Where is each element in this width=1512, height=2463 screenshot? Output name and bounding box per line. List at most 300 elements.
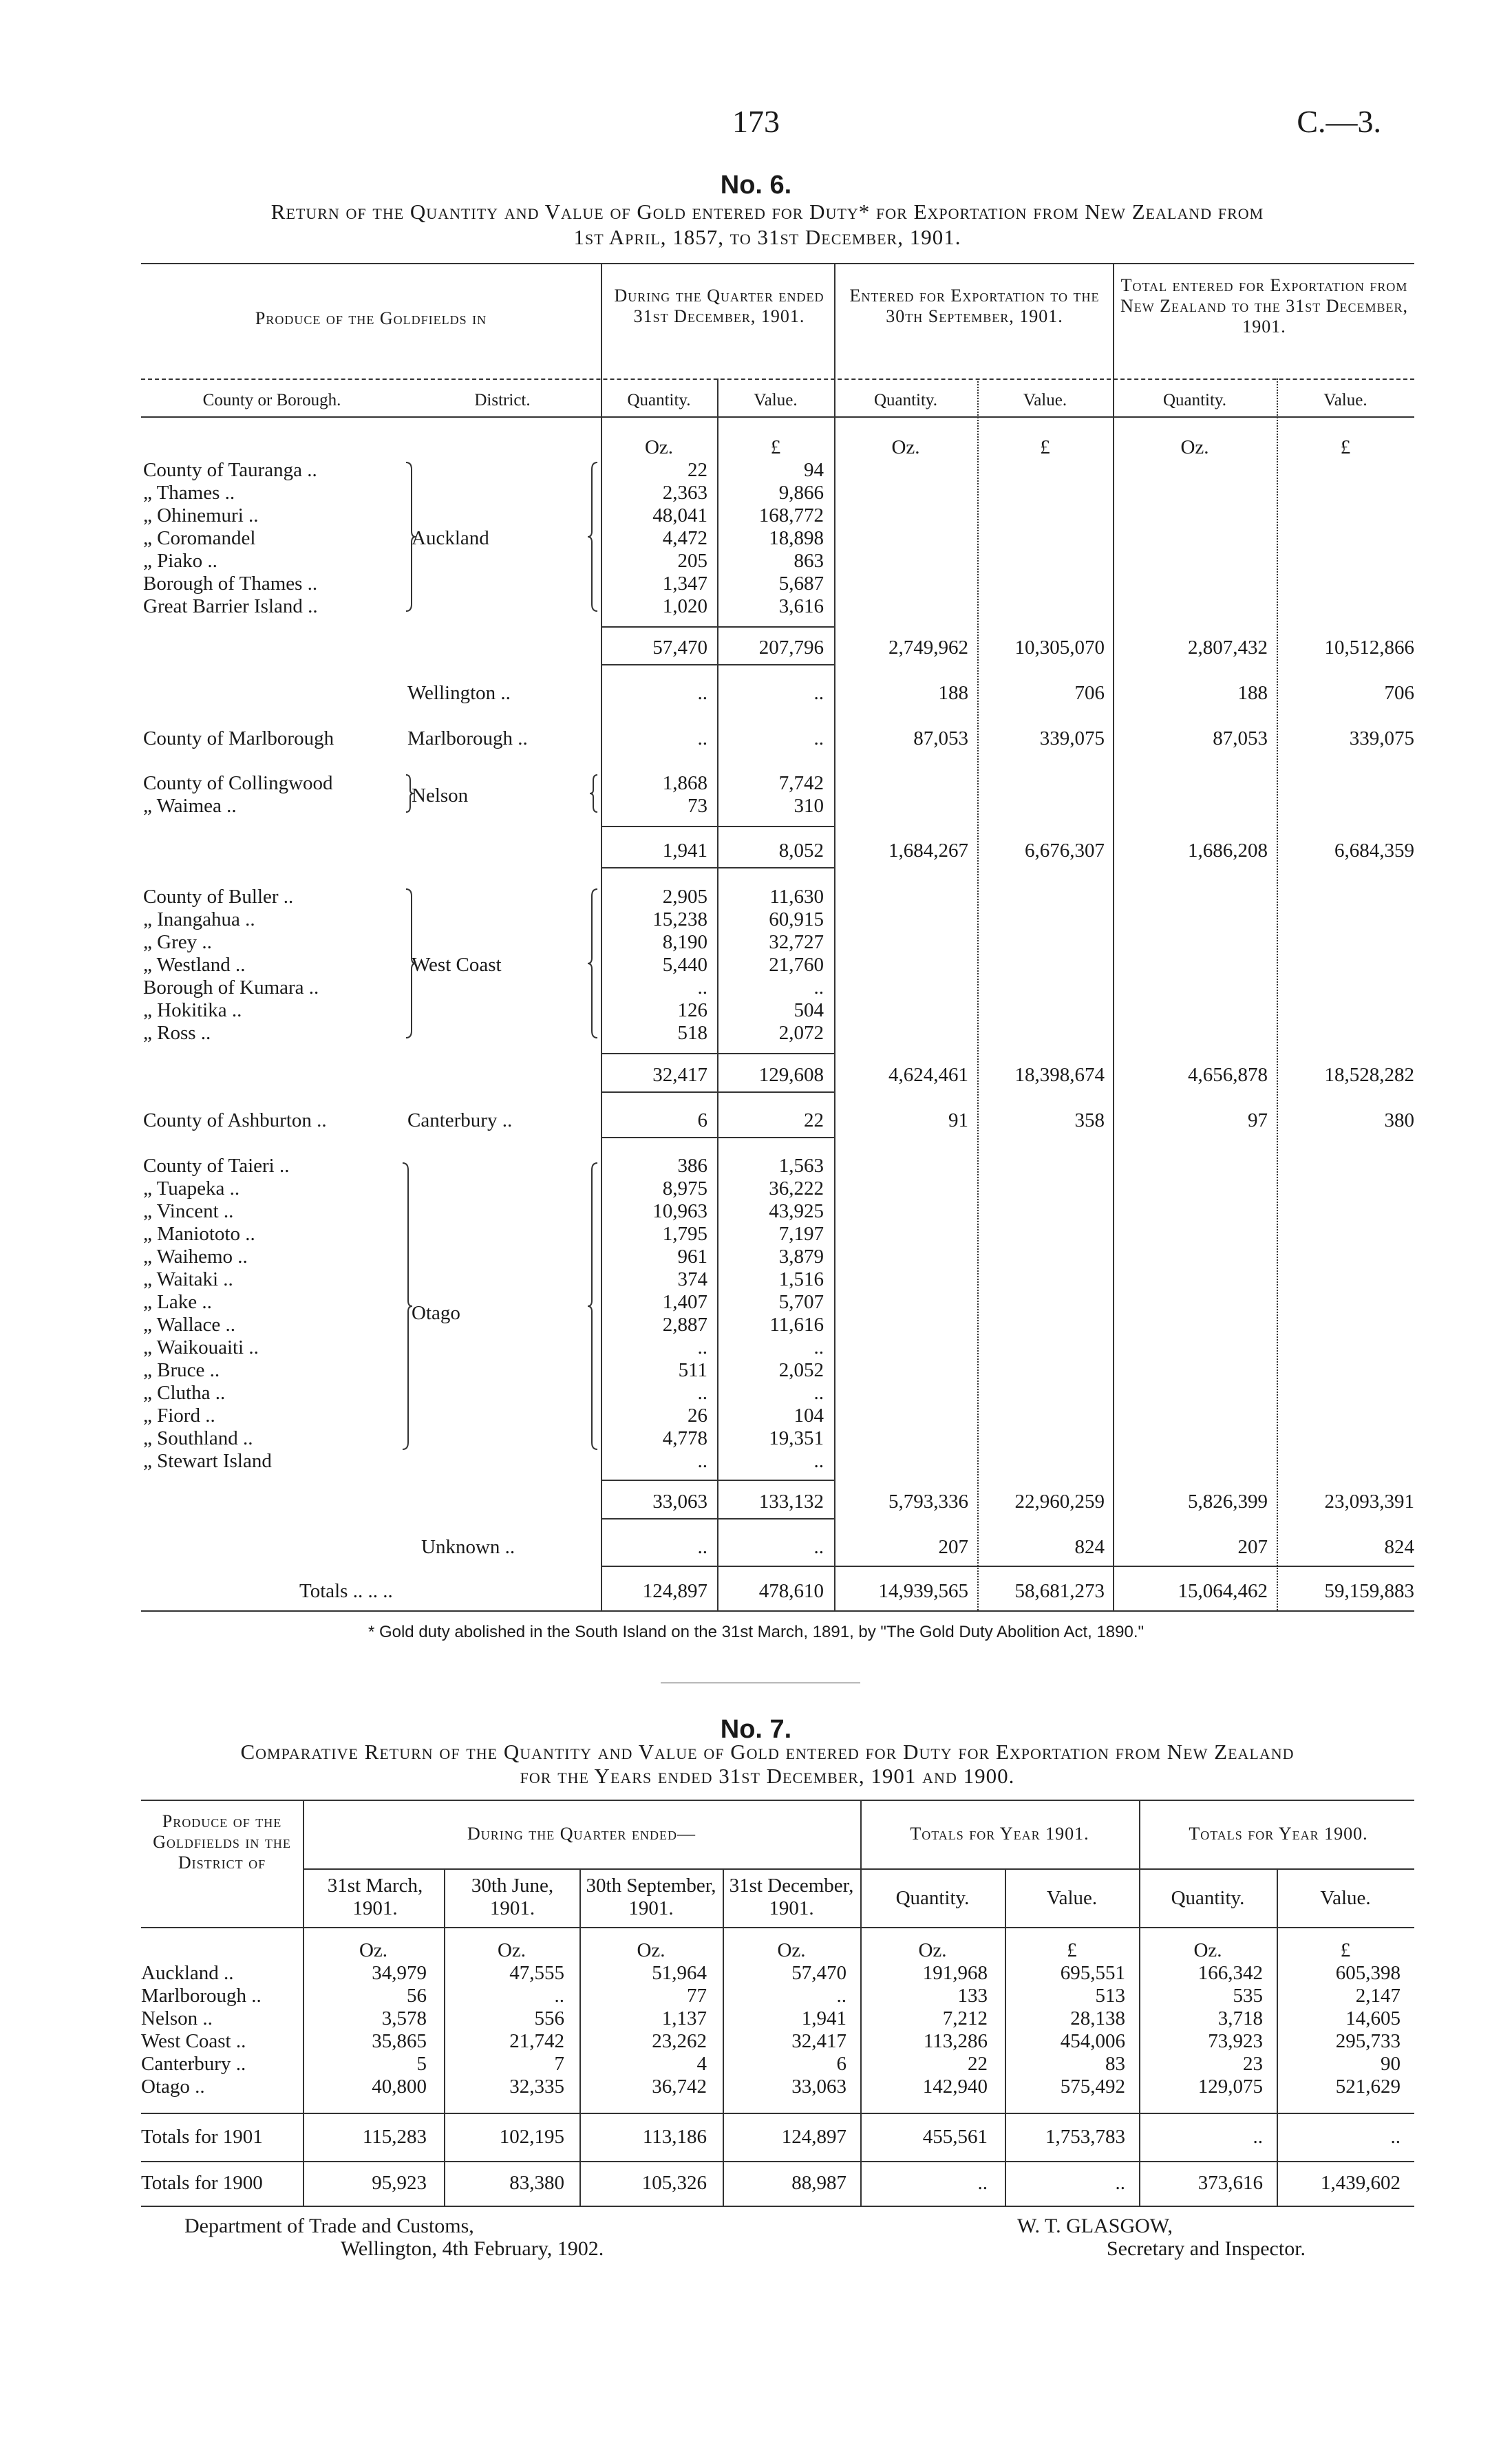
table7-number: No. 7. xyxy=(720,1715,792,1744)
unit-pound: £ xyxy=(1340,1939,1351,1961)
quantity-cell: 5,440 xyxy=(662,954,707,976)
unit-pound: £ xyxy=(770,436,781,458)
department-line2: Wellington, 4th February, 1902. xyxy=(341,2237,604,2260)
table6-col-entered: Entered for Exportation to the 30th September, 1901. xyxy=(849,286,1100,326)
district-name: Otago .. xyxy=(141,2076,205,2098)
quantity-cell: 1,407 xyxy=(662,1291,707,1313)
value-cell: 5,687 xyxy=(778,573,824,595)
value-cell: 104 xyxy=(794,1405,824,1427)
value-cell: 2,072 xyxy=(778,1022,824,1044)
quantity-cell: 556 xyxy=(534,2007,564,2029)
value-cell: 18,898 xyxy=(769,527,824,549)
value-cell: 10,305,070 xyxy=(1014,637,1105,659)
quantity-cell: 207 xyxy=(1237,1536,1268,1558)
unit-pound: £ xyxy=(1067,1939,1077,1961)
brace-left-otago xyxy=(403,1163,412,1449)
brace-right-otago xyxy=(588,1163,597,1449)
county-name: Borough of Thames .. xyxy=(143,573,318,595)
value-cell: 14,605 xyxy=(1345,2007,1401,2029)
county-name: „ Southland .. xyxy=(143,1427,253,1449)
quantity-cell: 83,380 xyxy=(509,2172,564,2194)
sub-quantity: Quantity. xyxy=(1171,1887,1245,1909)
quantity-cell: 77 xyxy=(687,1985,707,2007)
quantity-cell: 8,975 xyxy=(662,1177,707,1199)
sub-value: Value. xyxy=(1046,1887,1098,1909)
value-cell: 90 xyxy=(1381,2053,1401,2075)
quantity-cell: 2,749,962 xyxy=(888,637,968,659)
district-name: Otago xyxy=(412,1302,460,1324)
value-cell: 18,528,282 xyxy=(1324,1064,1414,1086)
quantity-cell: 207 xyxy=(938,1536,968,1558)
unit-oz: Oz. xyxy=(1193,1939,1222,1961)
quantity-cell: 166,342 xyxy=(1197,1962,1263,1984)
quantity-cell: 1,868 xyxy=(662,772,707,794)
county-name: „ Lake .. xyxy=(143,1291,212,1313)
table6-bottom-rule xyxy=(141,1610,1414,1612)
value-cell: 339,075 xyxy=(1039,727,1105,749)
quantity-cell: 7 xyxy=(554,2053,564,2075)
quantity-cell: 518 xyxy=(677,1022,707,1044)
value-cell: 863 xyxy=(794,550,824,572)
totals-label: Totals for 1900 xyxy=(141,2172,263,2194)
table7-title-line1: Comparative Return of the Quantity and Value of Gold entered for Duty for Exportation from New Zealand xyxy=(240,1740,1295,1764)
value-cell: 513 xyxy=(1095,1985,1125,2007)
district-name: Marlborough .. xyxy=(407,727,528,749)
county-name: County of Ashburton .. xyxy=(143,1109,327,1131)
quantity-cell: 48,041 xyxy=(652,504,707,526)
table7-col-1900: Totals for Year 1900. xyxy=(1189,1824,1368,1844)
table6-number: No. 6. xyxy=(720,171,792,200)
table6-col-quarter: During the Quarter ended 31st December, 1901. xyxy=(614,286,824,326)
table6-sub-quantity: Quantity. xyxy=(1162,391,1227,409)
unit-oz: Oz. xyxy=(497,1939,526,1961)
value-cell: 7,742 xyxy=(778,772,824,794)
quantity-cell: 4,624,461 xyxy=(888,1064,968,1086)
brace-left-westcoast xyxy=(406,889,416,1038)
county-name: „ Wallace .. xyxy=(143,1314,235,1336)
county-name: „ Stewart Island xyxy=(143,1450,272,1472)
sub-value: Value. xyxy=(1320,1887,1371,1909)
county-name: „ Ross .. xyxy=(143,1022,211,1044)
quantity-cell: 374 xyxy=(677,1268,707,1290)
value-cell: 339,075 xyxy=(1349,727,1414,749)
value-cell: .. xyxy=(813,727,824,749)
table7-units-row xyxy=(0,1939,1512,1962)
table-row xyxy=(0,2030,1512,2053)
table6-col-produce: Produce of the Goldfields in xyxy=(255,308,487,328)
quantity-cell: 14,939,565 xyxy=(878,1580,968,1602)
quantity-cell: 133 xyxy=(957,1985,988,2007)
quantity-cell: .. xyxy=(697,1450,707,1472)
value-cell: 3,879 xyxy=(778,1246,824,1268)
county-name: „ Hokitika .. xyxy=(143,999,242,1021)
table6-sub-quantity: Quantity. xyxy=(873,391,938,409)
page-number: 173 xyxy=(732,104,780,139)
table7-mid-rule xyxy=(303,1868,1414,1870)
quantity-cell: 961 xyxy=(677,1246,707,1268)
value-cell: .. xyxy=(1115,2172,1125,2194)
table6-sub-county: County or Borough. xyxy=(202,391,341,409)
quantity-cell: 102,195 xyxy=(499,2126,564,2148)
quantity-cell: 205 xyxy=(677,550,707,572)
district-name: Auckland xyxy=(412,527,489,549)
quantity-cell: 56 xyxy=(407,1985,427,2007)
value-cell: .. xyxy=(813,1536,824,1558)
county-name: „ Tuapeka .. xyxy=(143,1177,240,1199)
document-code: C.—3. xyxy=(1297,104,1381,139)
value-cell: 58,681,273 xyxy=(1014,1580,1105,1602)
quantity-cell: 5 xyxy=(416,2053,427,2075)
value-cell: .. xyxy=(1390,2126,1401,2148)
unit-pound: £ xyxy=(1040,436,1050,458)
unit-oz: Oz. xyxy=(777,1939,806,1961)
value-cell: .. xyxy=(813,1336,824,1358)
county-name: County of Tauranga .. xyxy=(143,459,317,481)
quantity-cell: 57,470 xyxy=(652,637,707,659)
county-name: „ Maniototo .. xyxy=(143,1223,255,1245)
quantity-cell: .. xyxy=(836,1985,846,2007)
county-name: „ Waikouaiti .. xyxy=(143,1336,259,1358)
value-cell: 207,796 xyxy=(758,637,824,659)
quantity-cell: 5,826,399 xyxy=(1188,1491,1268,1513)
quantity-cell: 33,063 xyxy=(791,2076,846,2098)
unit-oz: Oz. xyxy=(644,436,674,458)
table6-sub-value: Value. xyxy=(1323,391,1367,409)
quantity-cell: .. xyxy=(697,727,707,749)
q-header: 30th June, 1901. xyxy=(471,1875,554,1919)
quantity-cell: 88,987 xyxy=(791,2172,846,2194)
totals-row xyxy=(0,2126,1512,2149)
table6-sub-value: Value. xyxy=(1023,391,1067,409)
quantity-cell: 455,561 xyxy=(922,2126,988,2148)
q-header: 31st March, 1901. xyxy=(327,1875,423,1919)
county-name: County of Buller .. xyxy=(143,886,294,908)
quantity-cell: 73,923 xyxy=(1208,2030,1263,2052)
value-cell: 94 xyxy=(804,459,824,481)
district-name: Canterbury .. xyxy=(407,1109,513,1131)
quantity-cell: 23 xyxy=(1243,2053,1263,2075)
table-row xyxy=(0,1985,1512,2007)
value-cell: 706 xyxy=(1384,682,1414,704)
value-cell: 9,866 xyxy=(778,482,824,504)
table-row xyxy=(0,2007,1512,2030)
quantity-cell: 124,897 xyxy=(781,2126,846,2148)
value-cell: 7,197 xyxy=(778,1223,824,1245)
county-name: County of Taieri .. xyxy=(143,1155,290,1177)
value-cell: 1,516 xyxy=(778,1268,824,1290)
quantity-cell: 1,941 xyxy=(801,2007,846,2029)
value-cell: 454,006 xyxy=(1060,2030,1125,2052)
value-cell: 19,351 xyxy=(769,1427,824,1449)
value-cell: 129,608 xyxy=(758,1064,824,1086)
table6-footnote: * Gold duty abolished in the South Island on the 31st March, 1891, by "The Gold Duty Abolition Act, 1890." xyxy=(368,1623,1144,1641)
quantity-cell: 113,186 xyxy=(642,2126,707,2148)
value-cell: 11,616 xyxy=(769,1314,824,1336)
district-name: Unknown .. xyxy=(421,1536,515,1558)
quantity-cell: .. xyxy=(697,682,707,704)
quantity-cell: 1,941 xyxy=(662,840,707,862)
quantity-cell: 95,923 xyxy=(372,2172,427,2194)
value-cell: 10,512,866 xyxy=(1324,637,1414,659)
value-cell: 3,616 xyxy=(778,595,824,617)
quantity-cell: 2,887 xyxy=(662,1314,707,1336)
table6-sub-value: Value. xyxy=(754,391,798,409)
table7-col-1901: Totals for Year 1901. xyxy=(910,1824,1089,1844)
quantity-cell: 35,865 xyxy=(372,2030,427,2052)
brace-left-nelson xyxy=(406,775,414,812)
unit-oz: Oz. xyxy=(359,1939,388,1961)
quantity-cell: 51,964 xyxy=(652,1962,707,1984)
quantity-cell: 15,064,462 xyxy=(1178,1580,1268,1602)
quantity-cell: 191,968 xyxy=(922,1962,988,1984)
quantity-cell: 129,075 xyxy=(1197,2076,1263,2098)
county-name: „ Waimea .. xyxy=(143,795,237,817)
table7-col-produce: Produce of the Goldfields in the District of xyxy=(153,1811,291,1873)
quantity-cell: 1,137 xyxy=(661,2007,707,2029)
value-cell: 824 xyxy=(1074,1536,1105,1558)
value-cell: 575,492 xyxy=(1060,2076,1125,2098)
value-cell: 358 xyxy=(1074,1109,1105,1131)
table7-top-rule xyxy=(141,1800,1414,1801)
quantity-cell: 386 xyxy=(677,1155,707,1177)
county-name: „ Grey .. xyxy=(143,931,212,953)
unit-oz: Oz. xyxy=(1180,436,1209,458)
county-name: „ Westland .. xyxy=(143,954,246,976)
county-name: „ Ohinemuri .. xyxy=(143,504,259,526)
value-cell: 5,707 xyxy=(778,1291,824,1313)
quantity-cell: 5,793,336 xyxy=(888,1491,968,1513)
quantity-cell: .. xyxy=(1253,2126,1263,2148)
quantity-cell: 47,555 xyxy=(509,1962,564,1984)
quantity-cell: 2,363 xyxy=(662,482,707,504)
quantity-cell: 535 xyxy=(1233,1985,1263,2007)
quantity-cell: .. xyxy=(697,1336,707,1358)
quantity-cell: 113,286 xyxy=(923,2030,988,2052)
table6-title-line2: 1st April, 1857, to 31st December, 1901. xyxy=(573,225,961,249)
quantity-cell: 32,417 xyxy=(791,2030,846,2052)
value-cell: .. xyxy=(813,977,824,999)
brace-right-westcoast xyxy=(588,889,597,1038)
quantity-cell: 7,212 xyxy=(942,2007,988,2029)
table7-title-line2: for the Years ended 31st December, 1901 and 1900. xyxy=(520,1764,1015,1788)
table7-col-quarter: During the Quarter ended— xyxy=(467,1824,696,1844)
unit-oz: Oz. xyxy=(918,1939,947,1961)
value-cell: 18,398,674 xyxy=(1014,1064,1105,1086)
value-cell: 32,727 xyxy=(769,931,824,953)
value-cell: 43,925 xyxy=(769,1200,824,1222)
brace-right-auckland xyxy=(588,462,597,611)
quantity-cell: 26 xyxy=(688,1405,707,1427)
value-cell: 478,610 xyxy=(758,1580,824,1602)
table-row xyxy=(0,2076,1512,2098)
quantity-cell: 32,417 xyxy=(652,1064,707,1086)
quantity-cell: .. xyxy=(554,1985,564,2007)
value-cell: 133,132 xyxy=(758,1491,824,1513)
value-cell: 695,551 xyxy=(1060,1962,1125,1984)
table7-bottom-rule xyxy=(141,2206,1414,2207)
quantity-cell: 33,063 xyxy=(652,1491,707,1513)
district-name: West Coast xyxy=(412,954,502,976)
county-name: „ Thames .. xyxy=(143,482,235,504)
quantity-cell: 36,742 xyxy=(652,2076,707,2098)
value-cell: 22,960,259 xyxy=(1014,1491,1105,1513)
value-cell: .. xyxy=(813,682,824,704)
value-cell: 6,676,307 xyxy=(1025,840,1105,862)
quantity-cell: .. xyxy=(697,1382,707,1404)
value-cell: 380 xyxy=(1384,1109,1414,1131)
table7-header-rule xyxy=(141,1927,1414,1928)
value-cell: 504 xyxy=(794,999,824,1021)
value-cell: 8,052 xyxy=(778,840,824,862)
brace-right-nelson xyxy=(590,775,597,812)
unit-pound: £ xyxy=(1340,436,1351,458)
value-cell: 310 xyxy=(794,795,824,817)
value-cell: 168,772 xyxy=(758,504,824,526)
quantity-cell: 4,656,878 xyxy=(1188,1064,1268,1086)
value-cell: .. xyxy=(813,1382,824,1404)
county-name: „ Waitaki .. xyxy=(143,1268,233,1290)
table-row xyxy=(0,2053,1512,2076)
value-cell: 21,760 xyxy=(769,954,824,976)
county-name: „ Piako .. xyxy=(143,550,217,572)
quantity-cell: 1,020 xyxy=(662,595,707,617)
q-header: 31st December, 1901. xyxy=(729,1875,854,1919)
county-name: „ Inangahua .. xyxy=(143,908,255,930)
quantity-cell: 188 xyxy=(1237,682,1268,704)
quantity-cell: 34,979 xyxy=(372,1962,427,1984)
county-name: „ Coromandel xyxy=(143,527,256,549)
totals-label: Totals for 1901 xyxy=(141,2126,263,2148)
value-cell: 83 xyxy=(1105,2053,1125,2075)
sub-quantity: Quantity. xyxy=(895,1887,970,1909)
district-name: West Coast .. xyxy=(141,2030,246,2052)
department-line1: Department of Trade and Customs, xyxy=(184,2215,474,2237)
district-name: Nelson .. xyxy=(141,2007,213,2029)
value-cell: 6,684,359 xyxy=(1334,840,1414,862)
table6-sub-quantity: Quantity. xyxy=(627,391,691,409)
value-cell: 521,629 xyxy=(1335,2076,1401,2098)
quantity-cell: 6 xyxy=(697,1109,707,1131)
county-name: Borough of Kumara .. xyxy=(143,977,319,999)
quantity-cell: 22 xyxy=(688,459,707,481)
quantity-cell: 126 xyxy=(677,999,707,1021)
quantity-cell: 188 xyxy=(938,682,968,704)
county-name: County of Marlborough xyxy=(143,727,334,749)
value-cell: 1,439,602 xyxy=(1321,2172,1401,2194)
unit-oz: Oz. xyxy=(637,1939,666,1961)
brace-left-auckland xyxy=(406,462,416,611)
quantity-cell: 87,053 xyxy=(913,727,968,749)
county-name: Great Barrier Island .. xyxy=(143,595,318,617)
county-name: County of Collingwood xyxy=(143,772,333,794)
value-cell: 28,138 xyxy=(1070,2007,1125,2029)
quantity-cell: 1,795 xyxy=(662,1223,707,1245)
value-cell: 59,159,883 xyxy=(1324,1580,1414,1602)
county-name: „ Clutha .. xyxy=(143,1382,226,1404)
totals-label: Totals .. .. .. xyxy=(299,1580,393,1602)
county-name: „ Bruce .. xyxy=(143,1359,220,1381)
value-cell: 2,147 xyxy=(1355,1985,1401,2007)
quantity-cell: 21,742 xyxy=(509,2030,564,2052)
table6-sub-district: District. xyxy=(474,391,531,409)
value-cell: 36,222 xyxy=(769,1177,824,1199)
q-header: 30th September, 1901. xyxy=(586,1875,716,1919)
quantity-cell: 3,718 xyxy=(1217,2007,1263,2029)
county-name: „ Vincent .. xyxy=(143,1200,234,1222)
value-cell: 11,630 xyxy=(769,886,824,908)
value-cell: 295,733 xyxy=(1335,2030,1401,2052)
quantity-cell: 97 xyxy=(1248,1109,1268,1131)
quantity-cell: 4,778 xyxy=(662,1427,707,1449)
table6-col-total: Total entered for Exportation from New Zealand to the 31st December, 1901. xyxy=(1120,275,1409,337)
quantity-cell: 2,905 xyxy=(662,886,707,908)
quantity-cell: 1,347 xyxy=(662,573,707,595)
district-name: Auckland .. xyxy=(141,1962,234,1984)
quantity-cell: 40,800 xyxy=(372,2076,427,2098)
quantity-cell: 511 xyxy=(678,1359,707,1381)
quantity-cell: 73 xyxy=(688,795,707,817)
quantity-cell: .. xyxy=(697,1536,707,1558)
county-name: „ Fiord .. xyxy=(143,1405,215,1427)
quantity-cell: .. xyxy=(697,977,707,999)
quantity-cell: 10,963 xyxy=(652,1200,707,1222)
value-cell: 706 xyxy=(1074,682,1105,704)
value-cell: .. xyxy=(813,1450,824,1472)
quantity-cell: 22 xyxy=(968,2053,988,2075)
quantity-cell: 32,335 xyxy=(509,2076,564,2098)
table7-rule xyxy=(141,2113,1414,2114)
table6-title-line1: Return of the Quantity and Value of Gold entered for Duty* for Exportation from New Zealand from xyxy=(270,200,1264,224)
value-cell: 1,753,783 xyxy=(1045,2126,1125,2148)
district-name: Marlborough .. xyxy=(141,1985,262,2007)
value-cell: 22 xyxy=(804,1109,824,1131)
quantity-cell: 57,470 xyxy=(791,1962,846,1984)
value-cell: 23,093,391 xyxy=(1324,1491,1414,1513)
value-cell: 60,915 xyxy=(769,908,824,930)
quantity-cell: 91 xyxy=(948,1109,968,1131)
value-cell: 2,052 xyxy=(778,1359,824,1381)
quantity-cell: 2,807,432 xyxy=(1188,637,1268,659)
quantity-cell: 142,940 xyxy=(922,2076,988,2098)
quantity-cell: 6 xyxy=(836,2053,846,2075)
quantity-cell: 124,897 xyxy=(642,1580,707,1602)
quantity-cell: .. xyxy=(977,2172,988,2194)
quantity-cell: 115,283 xyxy=(362,2126,427,2148)
quantity-cell: 1,686,208 xyxy=(1188,840,1268,862)
quantity-cell: 1,684,267 xyxy=(888,840,968,862)
totals-row xyxy=(0,2172,1512,2195)
district-name: Wellington .. xyxy=(407,682,511,704)
value-cell: 1,563 xyxy=(778,1155,824,1177)
district-name: Canterbury .. xyxy=(141,2053,246,2075)
unit-oz: Oz. xyxy=(891,436,920,458)
quantity-cell: 3,578 xyxy=(381,2007,427,2029)
quantity-cell: 105,326 xyxy=(641,2172,707,2194)
quantity-cell: 15,238 xyxy=(652,908,707,930)
quantity-cell: 23,262 xyxy=(652,2030,707,2052)
value-cell: 605,398 xyxy=(1335,1962,1401,1984)
quantity-cell: 8,190 xyxy=(662,931,707,953)
signatory-title: Secretary and Inspector. xyxy=(1107,2237,1306,2260)
table-row xyxy=(0,1962,1512,1985)
county-name: „ Waihemo .. xyxy=(143,1246,248,1268)
signatory-name: W. T. GLASGOW, xyxy=(1017,2215,1173,2237)
district-name: Nelson xyxy=(412,785,469,807)
value-cell: 824 xyxy=(1384,1536,1414,1558)
quantity-cell: 373,616 xyxy=(1197,2172,1263,2194)
table7-rule xyxy=(141,2161,1414,2162)
quantity-cell: 4,472 xyxy=(662,527,707,549)
